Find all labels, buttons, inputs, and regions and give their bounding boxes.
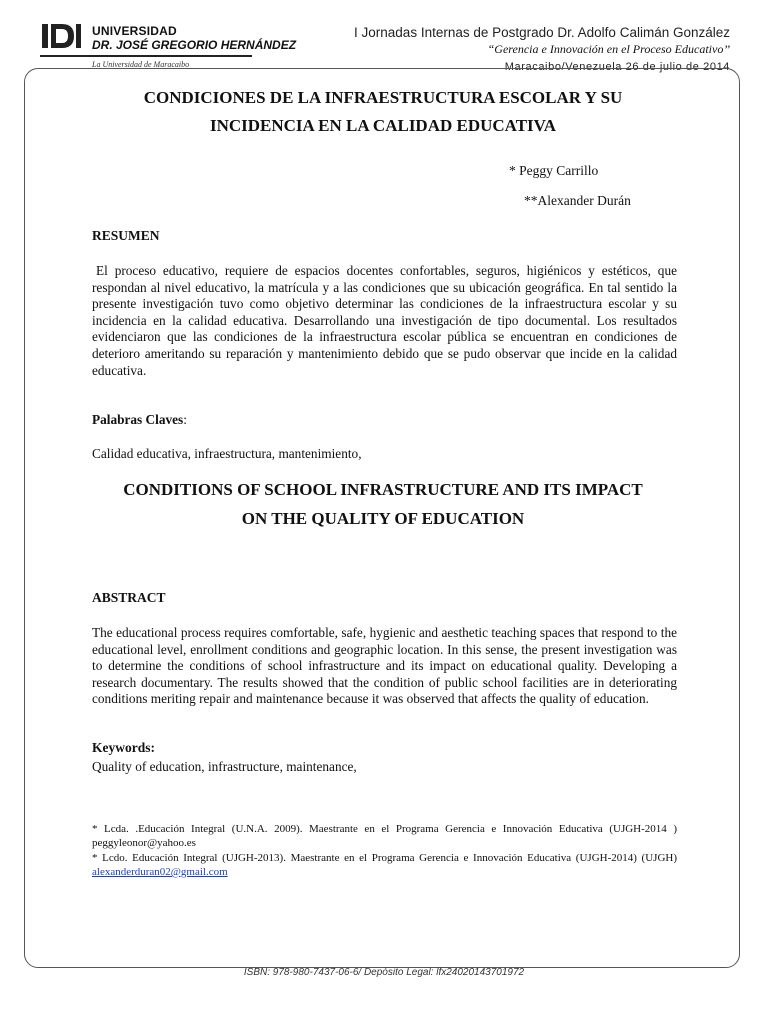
title-en-line2: ON THE QUALITY OF EDUCATION <box>241 509 525 528</box>
footnote-2-text: * Lcdo. Educación Integral (UJGH-2013). Maestrante en el Programa Gerencia e Innovación Educativa (UJGH-2014) (UJGH) <box>92 852 677 864</box>
university-name-line1: UNIVERSIDAD <box>92 24 177 38</box>
palabras-heading: Palabras Claves <box>92 412 184 427</box>
abstract-text: The educational process requires comfortable, safe, hygienic and aesthetic teaching spaces that respond to the educational level, enrollment conditions and geographic location. In this sense, the present investigation was to determine the conditions of school infrastructure and its impact on educational quality. Developing a research documentary. The results showed that the condition of public school facilities are in deteriorating conditions meriting repair and maintenance because it was observed that affects the quality of education. <box>92 625 677 707</box>
isbn-footer: ISBN: 978-980-7437-06-6/ Depósito Legal: lfx24020143701972 <box>243 967 525 978</box>
university-logo-icon <box>40 20 84 52</box>
conference-place-date: Maracaibo/Venezuela 26 de julio de 2014 <box>504 61 730 73</box>
university-name-line2: DR. JOSÉ GREGORIO HERNÁNDEZ <box>92 38 297 52</box>
footnote-2 <box>92 851 677 879</box>
title-es-line2: INCIDENCIA EN LA CALIDAD EDUCATIVA <box>209 116 557 135</box>
footnote-2-email-link[interactable]: alexanderduran02@gmail.com <box>92 866 228 878</box>
title-es-line1: CONDICIONES DE LA INFRAESTRUCTURA ESCOLAR Y SU <box>143 88 623 107</box>
abstract-heading: ABSTRACT <box>92 590 166 605</box>
resumen-heading: RESUMEN <box>92 228 160 243</box>
conference-subtitle: “Gerencia e Innovación en el Proceso Educativo’’ <box>487 42 730 56</box>
conference-title: I Jornadas Internas de Postgrado Dr. Adolfo Calimán González <box>354 25 730 40</box>
resumen-text: El proceso educativo, requiere de espacios docentes confortables, seguros, higiénicos y estéticos, que respondan al nivel educativo, la matrícula y a las condiciones que su ubicación geográfica. En tal sentido la presente investigación tuvo como objetivo determinar las condiciones de la infraestructura escolar y su incidencia en la calidad educativa. Desarrollando una investigación de tipo documental. Los resultados evidenciaron que las condiciones de la infraestructura escolar pública se encuentran en condiciones de deterioro ameritando su reparación y mantenimiento debido que se pudo observar que incide en la calidad educativa. <box>92 263 677 378</box>
university-motto: La Universidad de Maracaibo <box>92 60 190 69</box>
logo-divider <box>40 55 252 57</box>
author-2: **Alexander Durán <box>524 193 631 208</box>
footnote-1: * Lcda. .Educación Integral (U.N.A. 2009). Maestrante en el Programa Gerencia e Innovación Educativa (UJGH-2014 ) peggyleonor@yahoo.es <box>92 823 677 849</box>
title-en-line1: CONDITIONS OF SCHOOL INFRASTRUCTURE AND ITS IMPACT <box>123 480 643 499</box>
author-1: * Peggy Carrillo <box>509 163 599 178</box>
palabras-claves: Palabras Claves: <box>92 412 187 427</box>
palabras-text: Calidad educativa, infraestructura, mantenimiento, <box>92 446 362 461</box>
keywords-heading: Keywords: <box>92 740 155 755</box>
keywords-text: Quality of education, infrastructure, maintenance, <box>92 759 357 774</box>
